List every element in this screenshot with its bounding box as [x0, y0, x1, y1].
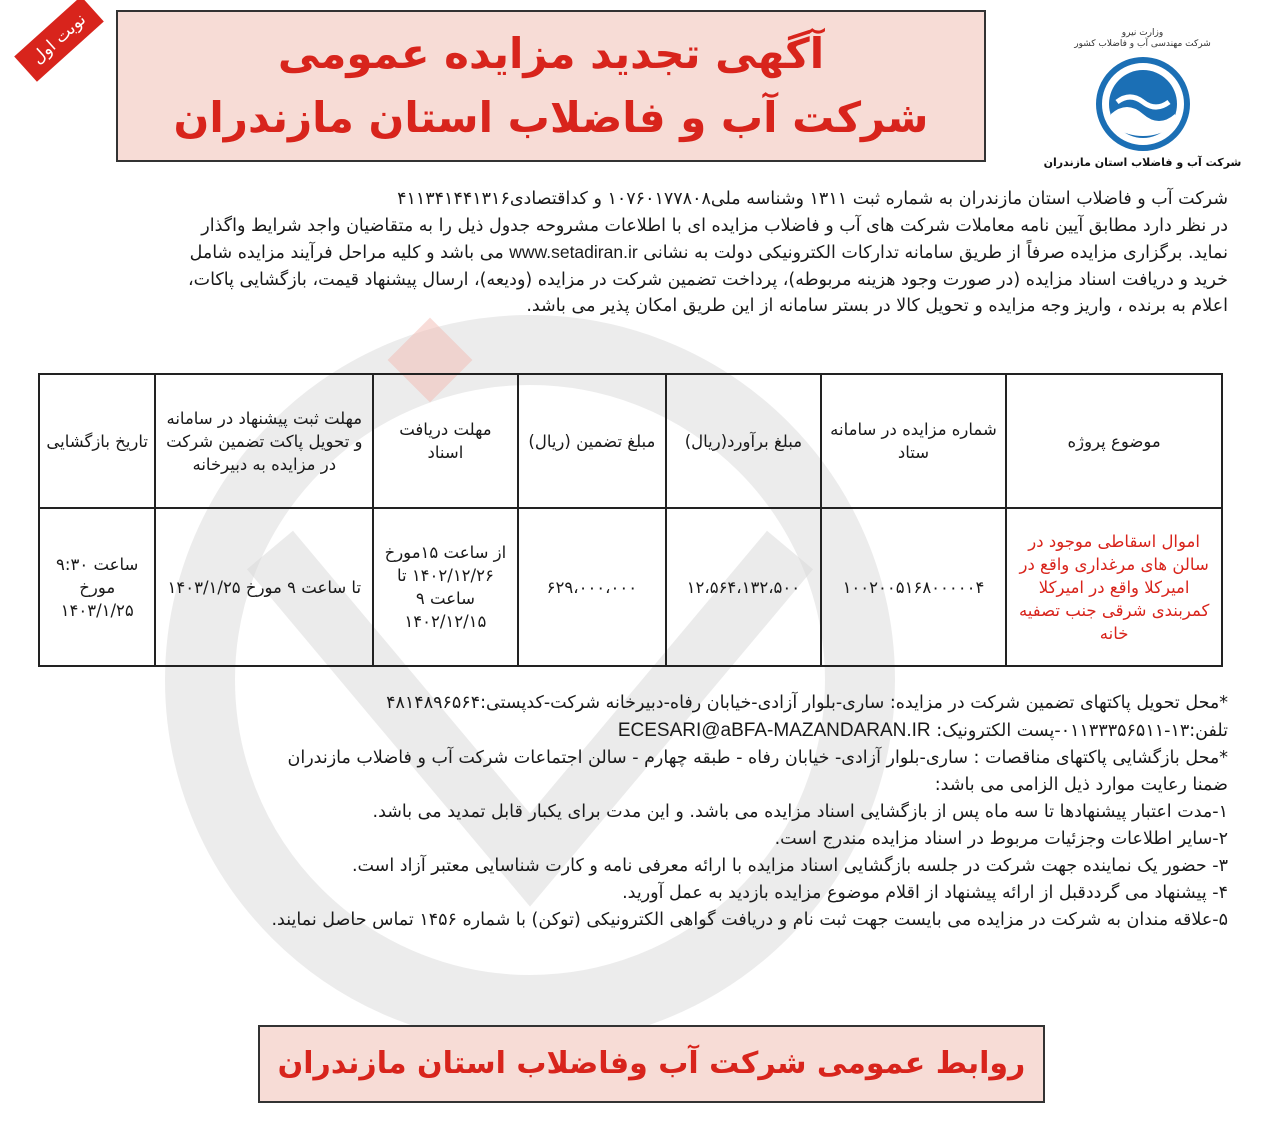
phone-text: تلفن:۱۳-۰۱۱۳۳۳۵۶۵۱۱-پست الکترونیک: [936, 721, 1228, 741]
header-guarantee: مبلغ تضمین (ریال) [518, 374, 667, 508]
footer-text: روابط عمومی شرکت آب وفاضلاب استان مازندران [277, 1046, 1026, 1081]
cell-opening-date: ساعت ۹:۳۰ مورخ ۱۴۰۳/۱/۲۵ [39, 508, 155, 666]
ministry-label: وزارت نیرو [1121, 28, 1164, 38]
intro-line: در نظر دارد مطابق آیین نامه معاملات شرکت های آب و فاضلاب مزایده ای با اطلاعات مشروحه جدول ذیل را به متقاضیان واجد شرایط واگذار [201, 215, 1228, 236]
header-submit-deadline: مهلت ثبت پیشنهاد در سامانه و تحویل پاکت تضمین شرکت در مزایده به دبیرخانه [155, 374, 373, 508]
title-box [116, 10, 986, 162]
cell-number: ۱۰۰۲۰۰۵۱۶۸۰۰۰۰۰۴ [821, 508, 1007, 666]
intro-line: شرکت آب و فاضلاب استان مازندران به شماره ثبت ۱۳۱۱ وشناسه ملی۱۰۷۶۰۱۷۷۸۰۸ و کداقتصادی۴۱۱۳۴۱۴۴۱۳۱۶ [397, 189, 1228, 209]
company-logo [1030, 28, 1255, 193]
intro-line [8, 239, 1228, 267]
table-row [39, 508, 1222, 666]
footer-box [258, 1025, 1045, 1103]
water-drop-icon [1095, 56, 1191, 152]
cell-docs-deadline: از ساعت ۱۵مورخ ۱۴۰۲/۱۲/۲۶ تا ساعت ۹ ۱۴۰۲/۱۲/۱۵ [373, 508, 517, 666]
cell-submit-deadline: تا ساعت ۹ مورخ ۱۴۰۳/۱/۲۵ [155, 508, 373, 666]
requirement-item: ۲-سایر اطلاعات وجزئیات مربوط در اسناد مزایده مندرج است. [774, 829, 1228, 849]
intro-paragraph [8, 186, 1228, 320]
page-title: آگهی تجدید مزایده عمومی [277, 29, 825, 78]
cell-estimate: ۱۲،۵۶۴،۱۳۲،۵۰۰ [666, 508, 821, 666]
requirement-item: ۴- پیشنهاد می گرددقبل از ارائه پیشنهاد از اقلام موضوع مزایده بازدید به عمل آورید. [622, 883, 1228, 903]
header-docs-deadline: مهلت دریافت اسناد [373, 374, 517, 508]
opening-place: *محل بازگشایی پاکتهای مناقصات : ساری-بلوار آزادی- خیابان رفاه - طبقه چهارم - سالن اجتماعات شرکت آب و فاضلاب مازندران [287, 748, 1228, 768]
page-subtitle: شرکت آب و فاضلاب استان مازندران [173, 93, 929, 142]
cell-guarantee: ۶۲۹،۰۰۰،۰۰۰ [518, 508, 667, 666]
intro-text: نماید. برگزاری مزایده صرفاً از طریق سامانه تدارکات الکترونیکی دولت به نشانی [643, 243, 1228, 263]
logo-company-name: شرکت آب و فاضلاب استان مازندران [1043, 156, 1242, 169]
notes-section [20, 690, 1228, 934]
requirement-item: ۱-مدت اعتبار پیشنهادها تا سه ماه پس از بازگشایی اسناد مزایده می باشد. و این مدت برای یکبار قابل تمدید می باشد. [372, 802, 1228, 822]
table-header-row [39, 374, 1222, 508]
intro-line: اعلام به برنده ، واریز وجه مزایده و تحویل کالا در بستر سامانه از این طریق امکان پذیر می باشد. [526, 296, 1228, 316]
email-link[interactable]: ECESARI@aBFA-MAZANDARAN.IR [617, 720, 931, 741]
issue-badge: نوبت اول [14, 0, 104, 82]
website-link[interactable]: www.setadiran.ir [509, 242, 638, 262]
header-opening-date: تاریخ بازگشایی [39, 374, 155, 508]
intro-text: می باشد و کلیه مراحل فرآیند مزایده شامل [189, 243, 504, 263]
company-sub-label: شرکت مهندسی آب و فاضلاب کشور [1074, 39, 1211, 49]
header-subject: موضوع پروژه [1006, 374, 1222, 508]
requirements-intro: ضمنا رعایت موارد ذیل الزامی می باشد: [934, 775, 1228, 795]
requirement-item: ۳- حضور یک نماینده جهت شرکت در جلسه بازگشایی اسناد مزایده با ارائه معرفی نامه و کارت شناسایی معتبر آزاد است. [351, 856, 1228, 876]
delivery-address: *محل تحویل پاکتهای تضمین شرکت در مزایده: ساری-بلوار آزادی-خیابان رفاه-دبیرخانه شرکت-کدپستی:۴۸۱۴۸۹۶۵۶۴ [386, 693, 1228, 713]
contact-line [20, 717, 1228, 745]
header-number: شماره مزایده در سامانه ستاد [821, 374, 1007, 508]
intro-line: خرید و دریافت اسناد مزایده (در صورت وجود هزینه مربوطه)، پرداخت تضمین شرکت در مزایده (ودیعه)، ارسال پیشنهاد قیمت، بازگشایی پاکات، [187, 269, 1228, 290]
cell-subject: اموال اسقاطی موجود در سالن های مرغداری واقع در امیرکلا واقع در امیرکلا کمربندی شرقی جنب تصفیه خانه [1006, 508, 1222, 666]
requirement-item: ۵-علاقه مندان به شرکت در مزایده می بایست جهت ثبت نام و دریافت گواهی الکترونیکی (توکن) با شماره ۱۴۵۶ تماس حاصل نمایند. [271, 910, 1228, 930]
header-estimate: مبلغ برآورد(ریال) [666, 374, 821, 508]
auction-table [38, 373, 1223, 667]
